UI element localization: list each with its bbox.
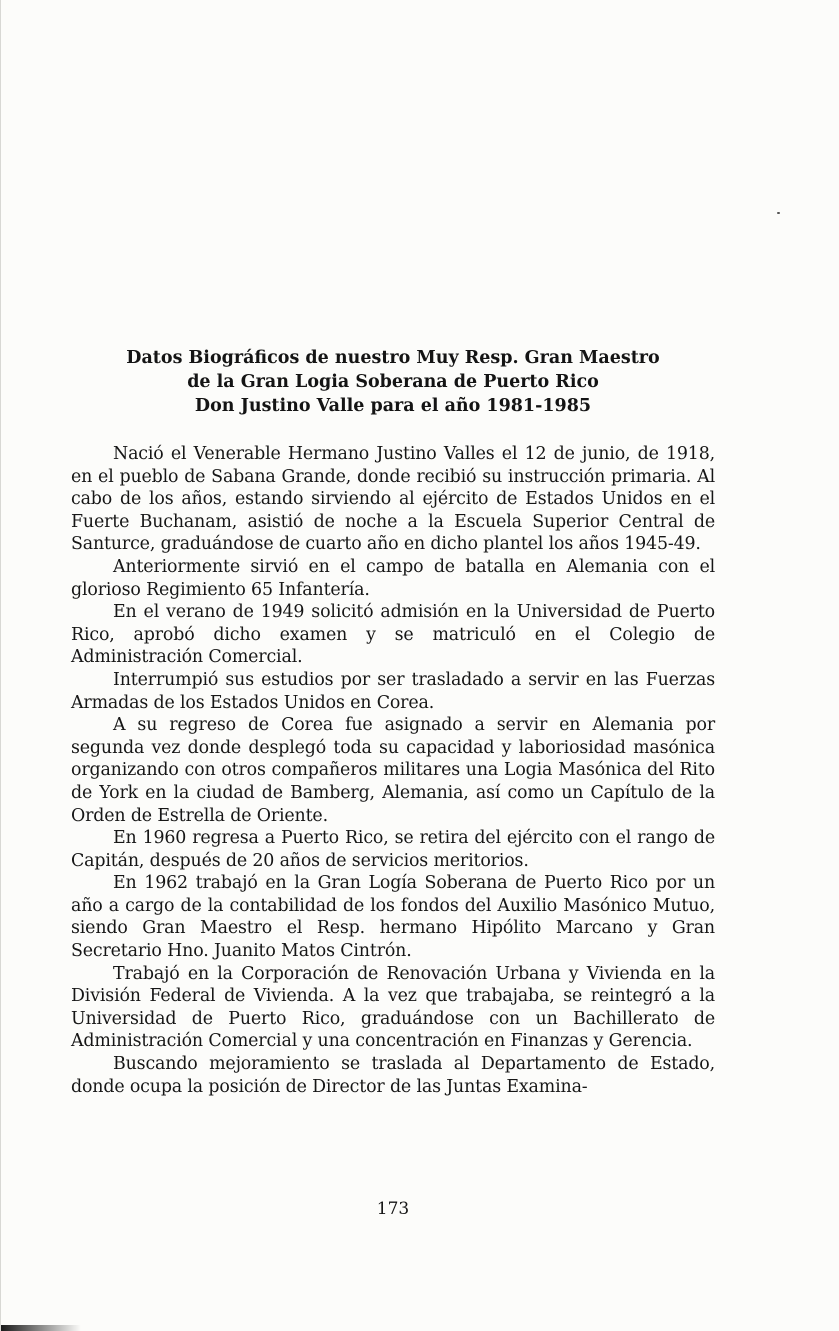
page-heading (71, 346, 715, 418)
heading-line-1: Datos Biográficos de nuestro Muy Resp. Gran Maestro (126, 348, 660, 368)
paragraph: En 1962 trabajó en la Gran Logía Soberana de Puerto Rico por un año a cargo de la contabilidad de los fondos del Auxilio Masónico Mutuo, siendo Gran Maestro el Resp. hermano Hipólito Marcano y Gran Secretario Hno. Juanito Matos Cintrón. (71, 873, 715, 962)
scan-edge-shadow (1, 1325, 81, 1331)
page-number: 173 (376, 1199, 410, 1219)
paragraph: En 1960 regresa a Puerto Rico, se retira del ejército con el rango de Capitán, después de 20 años de servicios meritorios. (71, 828, 715, 871)
paragraph: A su regreso de Corea fue asignado a servir en Alemania por segunda vez donde desplegó toda su capacidad y laboriosidad masónica organizando con otros compañeros militares una Logia Masónica del Rito de York en la ciudad de Bamberg, Alemania, así como un Capítulo de la Orden de Estrella de Oriente. (71, 715, 715, 826)
paragraph: En el verano de 1949 solicitó admisión en la Universidad de Puerto Rico, aprobó dicho examen y se matriculó en el Colegio de Administración Comercial. (71, 602, 715, 668)
paragraph: Interrumpió sus estudios por ser trasladado a servir en las Fuerzas Armadas de los Estados Unidos en Corea. (71, 669, 715, 713)
paper-speck (777, 212, 780, 214)
body-text (71, 443, 715, 1098)
paragraph: Buscando mejoramiento se traslada al Departamento de Estado, donde ocupa la posición de Director de las Juntas Examina- (71, 1054, 715, 1097)
heading-line-2: de la Gran Logia Soberana de Puerto Rico (187, 372, 599, 392)
heading-line-3: Don Justino Valle para el año 1981-1985 (194, 396, 592, 416)
paragraph: Anteriormente sirvió en el campo de batalla en Alemania con el glorioso Regimiento 65 Infantería. (71, 556, 715, 600)
paragraph: Trabajó en la Corporación de Renovación Urbana y Vivienda en la División Federal de Vivienda. A la vez que trabajaba, se reintegró a la Universidad de Puerto Rico, graduándose con un Bachillerato de Administración Comercial y una concentración en Finanzas y Gerencia. (71, 963, 715, 1052)
paragraph: Nació el Venerable Hermano Justino Valles el 12 de junio, de 1918, en el pueblo de Sabana Grande, donde recibió su instrucción primaria. Al cabo de los años, estando sirviendo al ejército de Estados Unidos en el Fuerte Buchanam, asistió de noche a la Escuela Superior Central de Santurce, graduándose de cuarto año en dicho plantel los años 1945-49. (71, 444, 715, 555)
